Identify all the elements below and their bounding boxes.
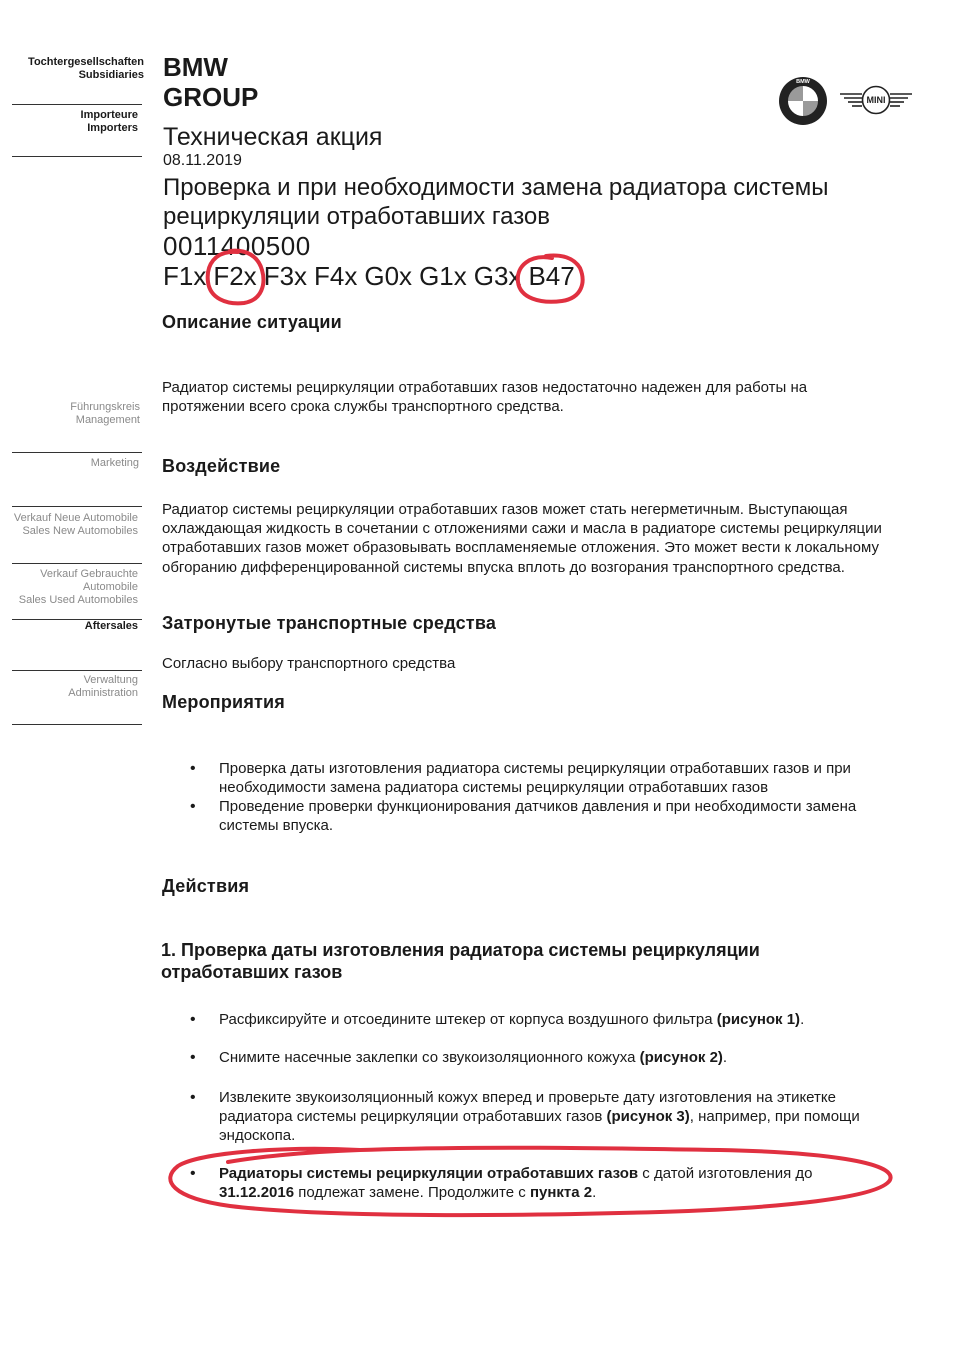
sidebar-sales-used xyxy=(4,568,138,607)
sidebar-label: Automobile xyxy=(82,581,138,593)
figure-ref: (рисунок 3) xyxy=(606,1108,690,1125)
item-tail: . xyxy=(722,1049,728,1066)
sidebar-label: Importers xyxy=(87,122,138,134)
sidebar-label: Tochtergesellschaften xyxy=(28,56,144,68)
actions-list-final xyxy=(190,1164,880,1202)
list-item xyxy=(190,1048,910,1067)
mini-label: MINI xyxy=(866,95,886,105)
sidebar-divider xyxy=(12,452,142,453)
situation-text: Радиатор системы рециркуляции отработавших газов недостаточно надежен для работы на протяжении всего срока службы транспортного средства. xyxy=(162,379,808,416)
brand-line-2: GROUP xyxy=(163,82,259,112)
sidebar-label: Management xyxy=(75,414,140,426)
list-item-highlighted xyxy=(190,1164,880,1202)
sidebar-label: Importeure xyxy=(80,109,138,121)
document-date: 08.11.2019 xyxy=(163,152,242,169)
section-heading-measures: Мероприятия xyxy=(162,692,286,712)
document-type: Техническая акция xyxy=(163,123,383,151)
sidebar-divider xyxy=(12,506,142,507)
actions-list xyxy=(190,1088,880,1145)
vehicles-text: Согласно выбору транспортного средства xyxy=(162,655,456,672)
sidebar-label: Verkauf Neue Automobile xyxy=(13,512,138,524)
impact-text: Радиатор системы рециркуляции отработавших газов может стать негерметичным. Выступающая охлаждающая жидкость в сочетании с отложениями сажи и масла в радиаторе системы рециркуляции отработавших газов может образовывать воспламеняемые отложения. Это может вести к локальному обгоранию дифференцированной системы впуска вплоть до возгорания транспортного средства. xyxy=(162,501,882,576)
sidebar-label: Führungskreis xyxy=(70,401,140,413)
bmw-roundel-icon xyxy=(778,76,828,126)
sidebar-label: Subsidiaries xyxy=(78,69,144,81)
section-heading-actions: Действия xyxy=(162,876,250,896)
sidebar-aftersales xyxy=(4,620,138,633)
sidebar-label: Sales Used Automobiles xyxy=(18,594,138,606)
model-code: G1x xyxy=(419,261,467,291)
sidebar-label: Verkauf Gebrauchte xyxy=(40,568,138,580)
sidebar-sales-new xyxy=(4,512,138,538)
section-heading-vehicles: Затронутые транспортные средства xyxy=(162,613,497,633)
figure-ref: (рисунок 2) xyxy=(639,1049,723,1066)
sidebar-divider xyxy=(12,670,142,671)
item-text: Извлеките звукоизоляционный кожух вперед и проверьте дату изготовления на этикетке радиатора системы рециркуляции отработавших газов xyxy=(219,1089,836,1125)
sidebar-divider xyxy=(12,156,142,157)
document-number: 0011400500 xyxy=(163,231,311,261)
actions-list xyxy=(190,1010,910,1029)
sidebar-divider xyxy=(12,563,142,564)
model-code: G0x xyxy=(364,261,413,291)
sidebar-label: Verwaltung xyxy=(83,674,138,686)
sidebar-label: Sales New Automobiles xyxy=(22,525,138,537)
model-code: B47 xyxy=(528,261,575,291)
item-text: Снимите насечные заклепки со звукоизоляционного кожуха xyxy=(219,1049,640,1066)
sidebar-divider xyxy=(12,724,142,725)
model-code: F3x xyxy=(263,261,308,291)
item-bold-ref: пункта 2 xyxy=(529,1184,593,1201)
model-list xyxy=(163,260,582,292)
actions-list xyxy=(190,1048,910,1067)
sidebar-marketing xyxy=(5,457,139,470)
sidebar-subsidiaries xyxy=(10,56,144,82)
measures-list xyxy=(190,759,910,835)
bmw-group-wordmark xyxy=(163,52,258,112)
step-1-title: 1. Проверка даты изготовления радиатора системы рециркуляции отработавших газов xyxy=(161,940,760,982)
item-text: с датой изготовления до xyxy=(638,1165,813,1182)
item-tail: . xyxy=(592,1184,597,1201)
list-item xyxy=(190,1088,880,1145)
sidebar-importers xyxy=(4,109,138,135)
item-text: подлежат замене. Продолжите с xyxy=(294,1184,530,1201)
item-bold-date: 31.12.2016 xyxy=(219,1184,295,1201)
list-item: • Проведение проверки функционирования датчиков давления и при необходимости замена системы впуска. xyxy=(190,797,910,835)
sidebar-divider xyxy=(12,104,142,105)
item-tail: , например, при помощи эндоскопа. xyxy=(219,1108,860,1144)
sidebar-label: Administration xyxy=(68,687,138,699)
sidebar-label: Aftersales xyxy=(84,620,138,632)
model-code: G3x xyxy=(473,261,522,291)
sidebar-label: Marketing xyxy=(90,457,139,469)
svg-text:BMW: BMW xyxy=(796,79,810,86)
item-bold: Радиаторы системы рециркуляции отработавших газов xyxy=(219,1165,639,1182)
brand-line-1: BMW xyxy=(163,52,228,82)
list-item xyxy=(190,1010,910,1029)
item-text: Расфиксируйте и отсоедините штекер от корпуса воздушного фильтра xyxy=(219,1011,717,1028)
section-heading-impact: Воздействие xyxy=(162,456,281,476)
model-code: F4x xyxy=(314,261,358,291)
list-item: • Проверка даты изготовления радиатора системы рециркуляции отработавших газов и при необходимости замена радиатора системы рециркуляции отработавших газов xyxy=(190,759,910,797)
sidebar-management xyxy=(6,401,140,427)
model-code: F1x xyxy=(163,261,207,291)
section-heading-situation: Описание ситуации xyxy=(162,312,342,332)
item-tail: . xyxy=(800,1011,805,1028)
document-title: Проверка и при необходимости замена радиатора системы рециркуляции отработавших газов xyxy=(163,174,829,230)
sidebar-administration xyxy=(4,674,138,700)
model-code: F2x xyxy=(213,261,257,291)
figure-ref: (рисунок 1) xyxy=(716,1011,801,1028)
